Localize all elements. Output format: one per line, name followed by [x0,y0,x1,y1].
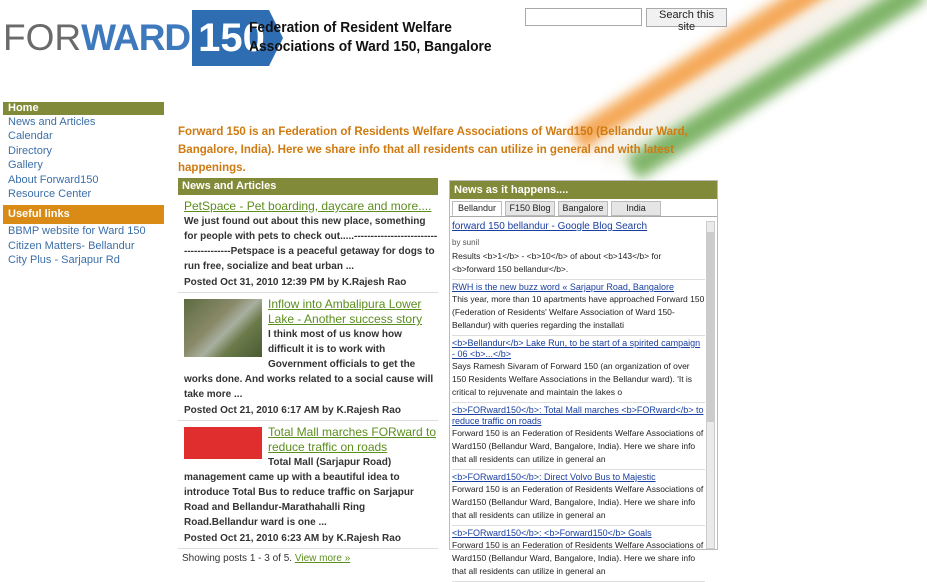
federation-line-1: Federation of Resident Welfare [249,19,452,36]
site-header [0,0,727,95]
search-input[interactable] [525,8,642,26]
tab-bangalore[interactable]: Bangalore [558,201,608,216]
feed-item-title[interactable]: <b>FORward150</b>: <b>Forward150</b> Goals [452,528,652,538]
post-excerpt: I think most of us know how difficult it is to work with Government officials to get the works done. And works related to a social cause will take more ... [184,329,434,400]
feed-item-snippet: Forward 150 is an Federation of Residents Welfare Associations of Ward150 (Bellandur Ward, Bangalore, India). Here we share info that all residents can utilize in general an [452,540,704,576]
feed-item [452,526,705,582]
link-citizen-matters[interactable]: Citizen Matters- Bellandur [8,239,135,252]
useful-links-heading: Useful links [3,205,164,224]
post-title-link[interactable]: PetSpace - Pet boarding, daycare and more.... [184,199,432,213]
news-heading: News and Articles [178,178,438,195]
logo-ward-text: WARD [81,17,191,58]
feed-item-snippet: This year, more than 10 apartments have approached Forward 150 (Federation of Residents' Welfare Association of Ward 150-Bellandur) with queries regarding the installati [452,294,705,330]
feed-scrollbar[interactable] [706,221,715,549]
post-meta: Posted Oct 21, 2010 6:17 AM by K.Rajesh Rao [184,405,401,416]
post-meta: Posted Oct 21, 2010 6:23 AM by K.Rajesh Rao [184,533,401,544]
feed-item [452,219,705,280]
logo-number: 150 [192,10,269,66]
nav-item-news-and-articles[interactable]: News and Articles [8,116,96,128]
federation-line-2: Associations of Ward 150, Bangalore [249,38,492,55]
feed-item-title[interactable] [452,221,705,232]
news-post [178,195,438,293]
tab-f150-blog[interactable]: F150 Blog [505,201,555,216]
showing-count: Showing posts 1 - 3 of 5. [182,553,293,564]
feed-item-title[interactable]: <b>FORward150</b>: Direct Volvo Bus to Majestic [452,472,656,482]
link-city-plus[interactable]: City Plus - Sarjapur Rd [8,254,120,267]
post-excerpt: We just found out about this new place, something for people with pets to check out.....---------------------------------------Petspace is a peaceful getaway for dogs to run free, socialize and beat urban ... [184,216,438,272]
feed-list [450,217,717,582]
feed-item [452,280,705,336]
feed-item [452,403,705,470]
news-post [178,421,438,549]
post-title-link[interactable]: Inflow into Ambalipura Lower Lake - Another success story [268,297,423,326]
nav-item-about[interactable]: About Forward150 [8,173,99,186]
nav-item-gallery[interactable]: Gallery [8,159,43,172]
tab-bellandur[interactable]: Bellandur [452,201,502,216]
lake-thumbnail[interactable] [184,299,262,357]
scrollbar-thumb[interactable] [707,232,714,422]
forward150-logo[interactable] [3,10,283,66]
sidebar-nav [3,102,164,268]
news-post [178,293,438,421]
feed-item [452,470,705,526]
feed-item-title[interactable]: RWH is the new buzz word « Sarjapur Road, Bangalore [452,282,674,292]
feed-tabs [450,201,717,217]
feed-item-title[interactable]: <b>FORward150</b>: Total Mall marches <b>FORward</b> to reduce traffic on roads [452,405,704,426]
feed-item-title[interactable]: <b>Bellandur</b> Lake Run, to be start of a spirited campaign - 06 <b>...</b> [452,338,701,359]
nav-home[interactable]: Home [3,102,164,115]
pagination-info [178,553,438,564]
nav-item-directory[interactable]: Directory [8,144,53,157]
logo-for-text: FOR [3,17,82,58]
feed-item-snippet: Says Ramesh Sivaram of Forward 150 (an organization of over 150 Residents Welfare Associations in the Bellandur ward). 'It is critical to rejuvenate and maintain the lakes o [452,361,693,397]
search-button[interactable]: Search this site [646,8,727,27]
link-bbmp[interactable]: BBMP website for Ward 150 [8,225,146,238]
feed-item [452,336,705,403]
site-search [525,8,727,33]
tab-india[interactable]: India [611,201,661,216]
feed-item-snippet: Forward 150 is an Federation of Residents Welfare Associations of Ward150 (Bellandur Ward, Bangalore, India). Here we share info that all residents can utilize in general an [452,484,704,520]
feed-item-title-text: forward 150 bellandur - Google Blog Search [452,221,648,232]
nav-item-resource-center[interactable]: Resource Center [8,187,92,200]
post-meta: Posted Oct 31, 2010 12:39 PM by K.Rajesh Rao [184,277,407,288]
feed-heading: News as it happens.... [450,181,717,199]
post-excerpt: Total Mall (Sarjapur Road) management came up with a beautiful idea to introduce Total Bus to reduce traffic on Sarjapur Road and Bellandur-Marathahalli Ring Road.Bellandur ward is one ... [184,457,414,528]
nav-item-calendar[interactable]: Calendar [8,130,53,143]
news-feed-panel [449,180,718,576]
feed-item-snippet: Results <b>1</b> - <b>10</b> of about <b>143</b> for <b>forward 150 bellandur</b>. [452,251,662,274]
mall-thumbnail[interactable] [184,427,262,459]
feed-item-author: by sunil [452,238,480,247]
feed-item-snippet: Forward 150 is an Federation of Residents Welfare Associations of Ward150 (Bellandur Ward, Bangalore, India). Here we share info that all residents can utilize in general an [452,428,704,464]
view-more-link[interactable]: View more » [294,553,351,564]
federation-title [249,18,492,56]
post-title-link[interactable]: Total Mall marches FORward to reduce traffic on roads [268,425,437,454]
news-section [178,178,438,564]
intro-text: Forward 150 is an Federation of Residents Welfare Associations of Ward150 (Bellandur Ward, Bangalore, India). Here we share info that all residents can utilize in general and with latest happenings. [178,126,688,174]
